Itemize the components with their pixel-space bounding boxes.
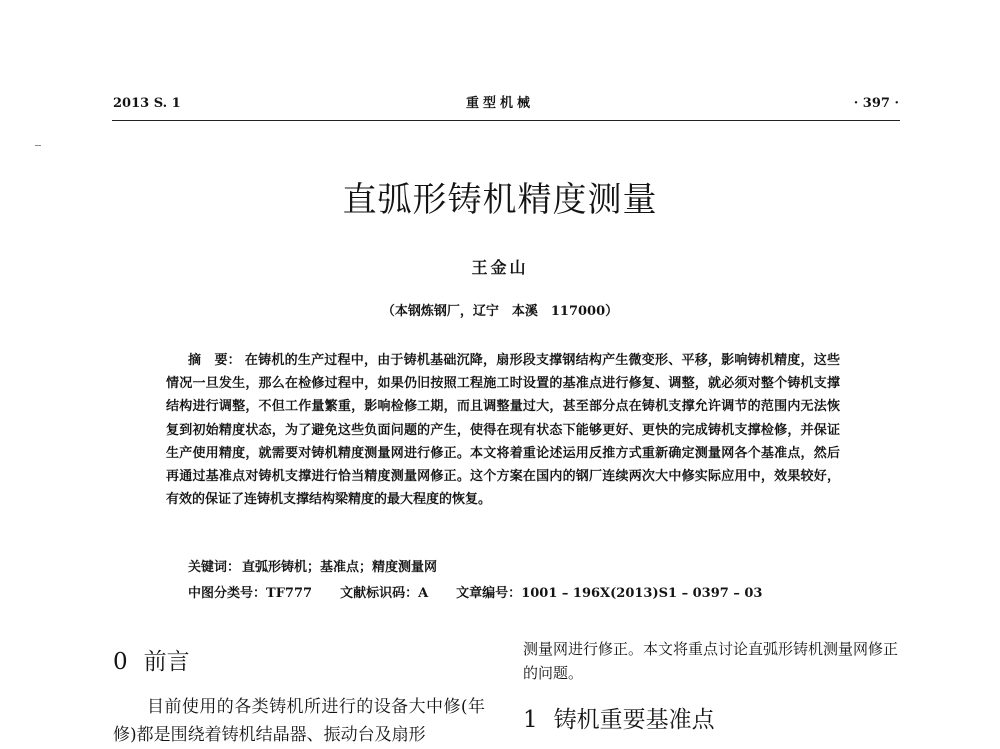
abstract-text: 在铸机的生产过程中，由于铸机基础沉降，扇形段支撑钢结构产生微变形、平移，影响铸机精度，这些情况一旦发生，那么在检修过程中，如果仍旧按照工程施工时设置的基准点进行修复、调整，就必须对整个铸机支撑结构进行调整，不但工作量繁重，影响检修工期，而且调整量过大，甚至部分点在铸机支撑允许调节的范围内无法恢复到初始精度状态，为了避免这些负面问题的产生，使得在现有状态下能够更好、更快的完成铸机支撑检修，并保证生产使用精度，就需要对铸机精度测量网进行修正。本文将着重论述运用反推方式重新确定测量网各个基准点，然后再通过基准点对铸机支撑进行恰当精度测量网修正。这个方案在国内的钢厂连续两次大中修实际应用中，效果较好，有效的保证了连铸机支撑结构梁精度的最大程度的恢复。 (166, 353, 840, 508)
article-number-value: 1001 – 196X(2013)S1 – 0397 – 03 (521, 586, 763, 601)
left-column-body (113, 693, 485, 749)
clc-value: TF777 (266, 586, 313, 601)
section-number: 0 (113, 649, 128, 675)
scan-speck (35, 145, 41, 146)
clc-label: 中图分类号： (188, 586, 267, 601)
paper-title: 直弧形铸机精度测量 (342, 180, 658, 220)
author-name: 王金山 (471, 258, 529, 277)
doc-code-value: A (418, 586, 429, 601)
body-paragraph: 目前使用的各类铸机所进行的设备大中修(年修)都是围绕着铸机结晶器、振动台及扇形 (113, 697, 485, 745)
running-header-page-number: · 397 · (853, 96, 899, 111)
running-header-journal-name: 重型机械 (465, 96, 534, 111)
header-rule (112, 120, 900, 121)
classification-line (188, 585, 762, 603)
keywords-label: 关键词： (188, 560, 241, 575)
author-affiliation: （本钢炼钢厂，辽宁 本溪 117000） (381, 304, 619, 319)
body-paragraph: 测量网进行修正。本文将重点讨论直弧形铸机测量网修正的问题。 (523, 640, 899, 682)
section-number: 1 (523, 707, 538, 733)
keywords-text: 直弧形铸机；基准点；精度测量网 (242, 560, 438, 575)
section-title: 铸机重要基准点 (553, 707, 715, 733)
article-number-label: 文章编号： (456, 586, 522, 601)
keywords (188, 559, 437, 577)
doc-code-label: 文献标识码： (340, 586, 419, 601)
section-heading-preface (113, 648, 190, 676)
right-column-body (523, 637, 903, 685)
running-header-year-issue: 2013 S. 1 (113, 96, 181, 111)
abstract (166, 349, 840, 511)
section-heading-reference-points (523, 706, 715, 734)
abstract-label: 摘 要： (188, 353, 241, 368)
section-title: 前言 (143, 649, 190, 675)
